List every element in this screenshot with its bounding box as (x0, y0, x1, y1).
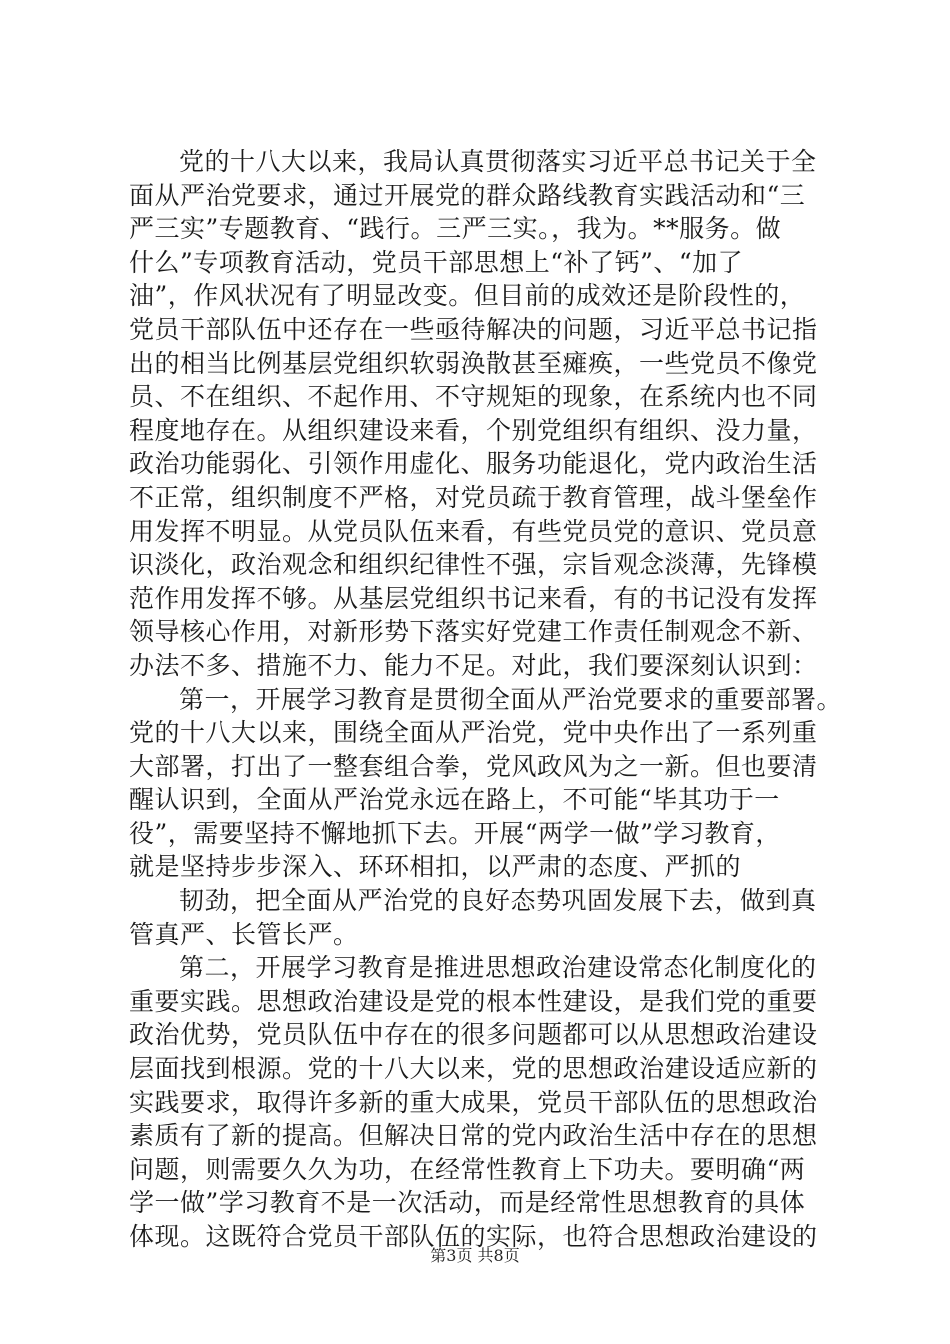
text-line: 素质有了新的提高。但解决日常的党内政治生活中存在的思想 (129, 1121, 818, 1151)
text-line: 政治功能弱化、引领作用虚化、服务功能退化，党内政治生活 (129, 449, 818, 479)
text-line: 油”，作风状况有了明显改变。但目前的成效还是阶段性的， (129, 281, 806, 311)
text-line: 办法不多、措施不力、能力不足。对此，我们要深刻认识到： (129, 650, 818, 680)
text-line: 层面找到根源。党的十八大以来，党的思想政治建设适应新的 (129, 1054, 818, 1084)
text-line: 役”，需要坚持不懈地抓下去。开展“两学一做”学习教育， (129, 818, 781, 848)
text-line: 程度地存在。从组织建设来看，个别党组织有组织、没力量， (129, 415, 818, 445)
text-line: 员、不在组织、不起作用、不守规矩的现象，在系统内也不同 (129, 382, 818, 412)
text-line: 重要实践。思想政治建设是党的根本性建设，是我们党的重要 (129, 986, 818, 1016)
text-line: 第二，开展学习教育是推进思想政治建设常态化制度化的 (179, 953, 817, 983)
text-line: 出的相当比例基层党组织软弱涣散甚至瘫痪，一些党员不像党 (129, 348, 818, 378)
text-line: 问题，则需要久久为功，在经常性教育上下功夫。要明确“两 (129, 1154, 806, 1184)
text-line: 党员干部队伍中还存在一些亟待解决的问题，习近平总书记指 (129, 314, 818, 344)
text-line: 政治优势，党员队伍中存在的很多问题都可以从思想政治建设 (129, 1020, 818, 1050)
text-line: 党的十八大以来，我局认真贯彻落实习近平总书记关于全 (179, 147, 817, 176)
text-line: 第一，开展学习教育是贯彻全面从严治党要求的重要部署。 (179, 684, 843, 714)
text-line: 面从严治党要求，通过开展党的群众路线教育实践活动和“三 (129, 180, 806, 210)
text-line: 范作用发挥不够。从基层党组织书记来看，有的书记没有发挥 (129, 583, 818, 613)
text-line: 实践要求，取得许多新的重大成果，党员干部队伍的思想政治 (129, 1087, 818, 1117)
text-line: 党的十八大以来，围绕全面从严治党，党中央作出了一系列重 (129, 718, 818, 748)
text-line: 就是坚持步步深入、环环相扣，以严肃的态度、严抓的 (129, 852, 742, 882)
document-body (129, 145, 843, 1254)
text-line: 学一做”学习教育不是一次活动，而是经常性思想教育的具体 (129, 1188, 806, 1218)
text-line: 大部署，打出了一整套组合拳，党风政风为之一新。但也要清 (129, 751, 818, 781)
page-number-footer: 第3页 共8页 (430, 1246, 520, 1265)
text-line: 什么”专项教育活动，党员干部思想上“补了钙”、“加了 (129, 247, 744, 277)
text-line: 用发挥不明显。从党员队伍来看，有些党员党的意识、党员意 (129, 516, 818, 546)
text-line: 识淡化，政治观念和组织纪律性不强，宗旨观念淡薄，先锋模 (129, 550, 818, 580)
text-line: 管真严、长管长严。 (129, 919, 359, 949)
text-line: 严三实”专题教育、“践行。三严三实。，我为。**服务。做 (129, 214, 782, 244)
text-line: 体现。这既符合党员干部队伍的实际，也符合思想政治建设的 (129, 1222, 818, 1251)
text-line: 醒认识到，全面从严治党永远在路上，不可能“毕其功于一 (129, 785, 780, 815)
text-line: 不正常，组织制度不严格，对党员疏于教育管理，战斗堡垒作 (129, 482, 818, 512)
text-line: 领导核心作用，对新形势下落实好党建工作责任制观念不新、 (129, 617, 818, 647)
text-line: 韧劲，把全面从严治党的良好态势巩固发展下去，做到真 (179, 886, 817, 916)
